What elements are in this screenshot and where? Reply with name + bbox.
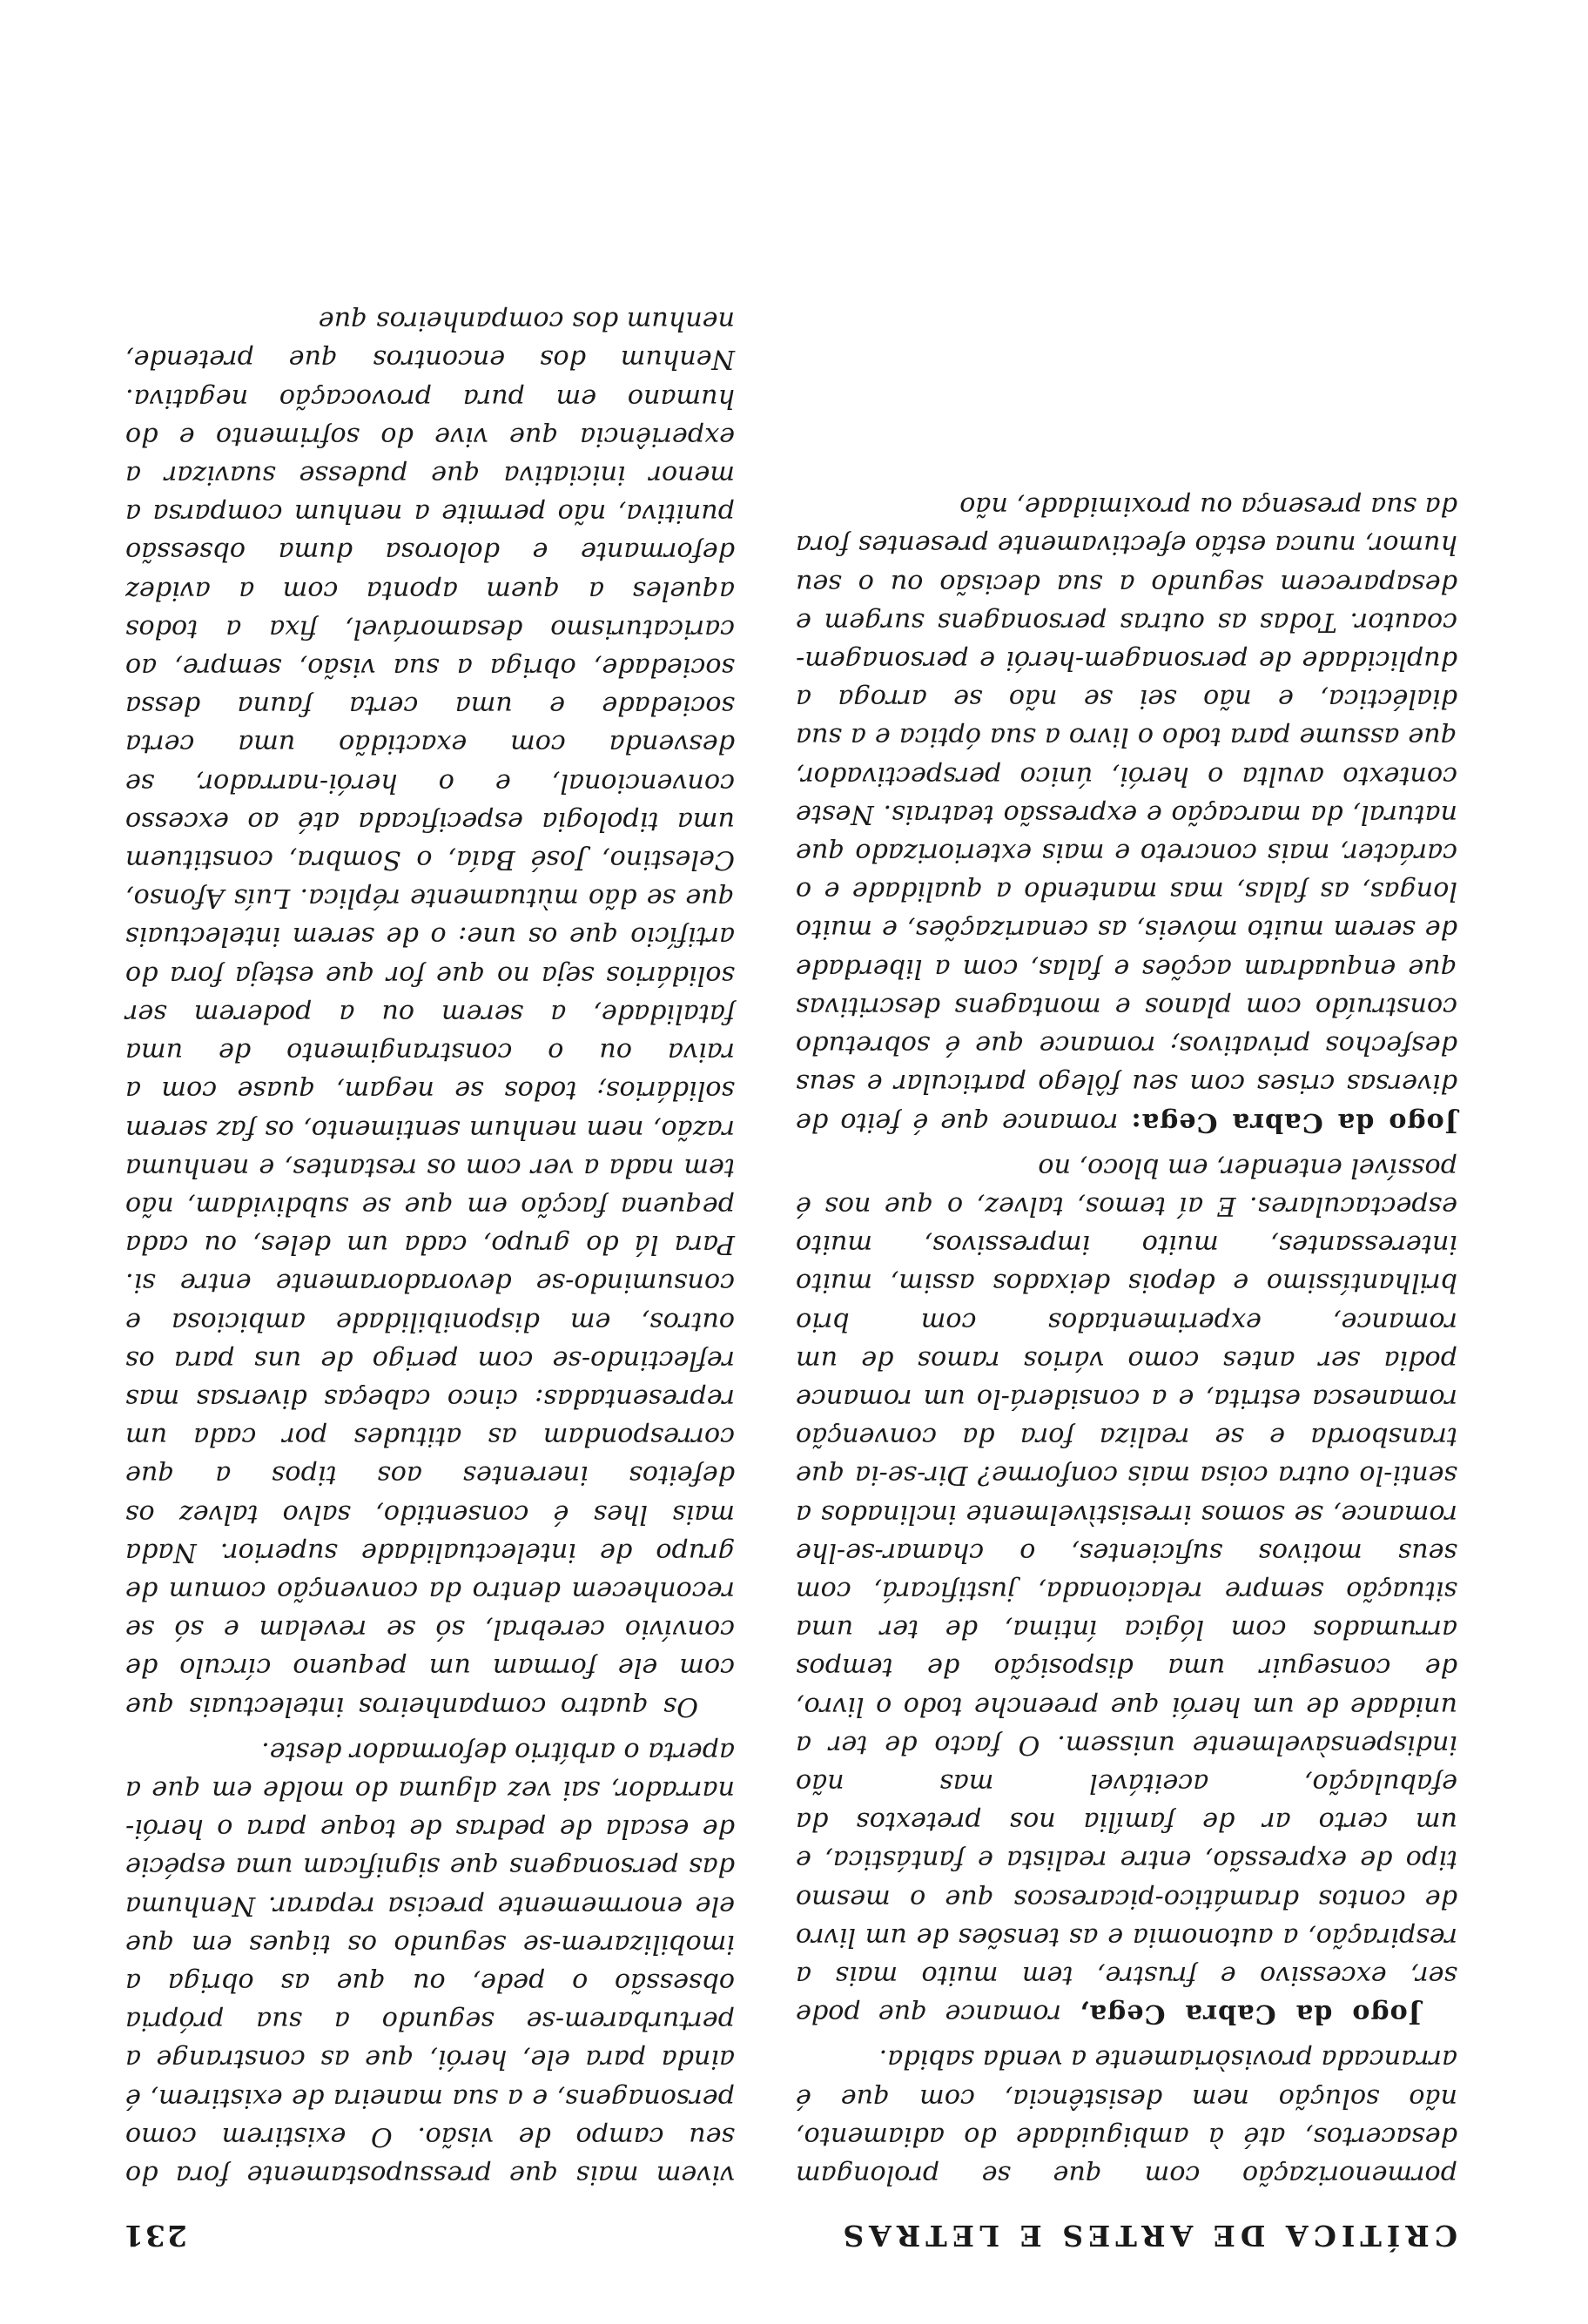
left-column <box>796 480 1457 2193</box>
paragraph: Os quatro companheiros intelectuais que com ele formam um pequeno círculo de convívio cerebral, só se revelam e só se reconhecem dentro da convenção comum de grupo de intelectualidade superior. Nada mais lhes é consentido, salvo talvez os defeitos inerentes aos tipos a que correspondam as atitudes por cada um representadas: cinco cabeças diversas mas reflectindo-se com perigo de uns para os outros, em disponibilidade ambiciosa e consumindo-se devoradoramente entre si. Para lá do grupo, cada um deles, ou cada pequena facção em que se subdividam, não tem nada a ver com os restantes, e nenhuma razão, nem nenhum sentimento, os faz serem solidários; todos se negam, quase com a raiva ou o constrangimento de uma fatalidade, a serem ou a poderem ser solidários seja no que for que esteja fora do artifício que os une: o de serem intelectuais que se dão mùtuamente réplica. Luís Afonso, Celestino, José Baía, o Sombra, constituem uma tipologia especificada até ao excesso convencional, e o herói-narrador, se desvenda com exactidão uma certa sociedade e uma certa fauna dessa sociedade, obriga a sua visão, sempre, ao caricaturismo desamorável, fixa a todos aqueles a quem aponta com a avidez deformante e dolorosa duma obsessão punitiva, não permite a nenhum comparsa a menor iniciativa que pudesse suavizar a experiência que vive do sofrimento e do humano em pura provocação negativa. Nenhum dos encontros que pretende, nenhum dos companheiros que <box>125 306 735 1722</box>
book-title: Jogo da Cabra Cega: <box>1130 1106 1457 1138</box>
running-head: CRÍTICA DE ARTES E LETRAS <box>838 2219 1457 2253</box>
page-header <box>122 2200 1457 2253</box>
paragraph: pormenorização com que se prolongam desacertos, até à ambiguidade do adiamento, não solução nem desistência, com que é arrancada provisòriamente a venda sabida. <box>796 2044 1457 2190</box>
paragraph-text: romance que é feito de diversas crises com seu fôlego particular e seus desfechos privativos; romance que é sobretudo construído com planos e montagens descritivas que enquadram acções e falas, com a liberdade de serem muito móveis, as cenarizações, e muito longas, as falas, mas mantendo a qualidade e o carácter, mais concreto e mais exteriorizado que natural, da marcação e expressão teatrais. Neste contexto avulta o herói, único perspectivador, que assume para todo o livro a sua óptica e a sua dialéctica, e não sei se não se arroga a duplicidade de personagem-herói e personagem-coautor. Todas as outras personagens surgem e desaparecem segundo a sua decisão ou o seu humor, nunca estão efectivamente presentes fora da sua presença ou proximidade, não <box>796 491 1457 1138</box>
book-title: Jogo da Cabra Cega, <box>1079 1998 1421 2030</box>
paragraph <box>796 1148 1457 2033</box>
paragraph <box>796 487 1457 1140</box>
paragraph: vivem mais que pressupostamente fora do seu campo de visão. O existirem como personagens, e a sua maneira de existirem, é ainda para ele, herói, que as constrange a perturbarem-se segundo a sua própria obsessão o pede, ou que as obriga a imobilizarem-se segundo os tiques em que ele enormemente precisa reparar. Nenhuma das personagens que significam uma espécie de escala de pedras de toque para o herói-narrador, sai vez alguma do molde em que a aperta o arbítrio deformador deste. <box>125 1736 735 2190</box>
paragraph-text: romance que pode ser, excessivo e frustre, tem muito mais a respiração, a autonomia e as tensões de um livro de contos dramático-picarescos que o mesmo tipo de expressão, entre realista e fantástica, e um certo ar de família nos pretextos da efabulação, aceitável mas não indispensàvelmente unissem. O facto de ter a unidade de um herói que preenche todo o livro, de conseguir uma disposição de tempos arrumados com lógica íntima, de ter uma situação sempre relacionada, justificará, com seus motivos suficientes, o chamar-se-lhe romance, se somos irresistìvelmente inclinados a senti-lo outra coisa mais conforme? Dir-se-ia que transborda e se realiza fora da convenção romanesca estrita, e a considerá-lo um romance podia ser antes como vários ramos de um romance, experimentados com brio brilhantíssimo e depois deixados assim, muito interessantes, muito impressivos, muito espectaculares. E aí temos, talvez, o que nos é possível entender, em bloco, no <box>796 1152 1457 2030</box>
right-column <box>125 294 735 2193</box>
page-number: 231 <box>122 2219 187 2253</box>
